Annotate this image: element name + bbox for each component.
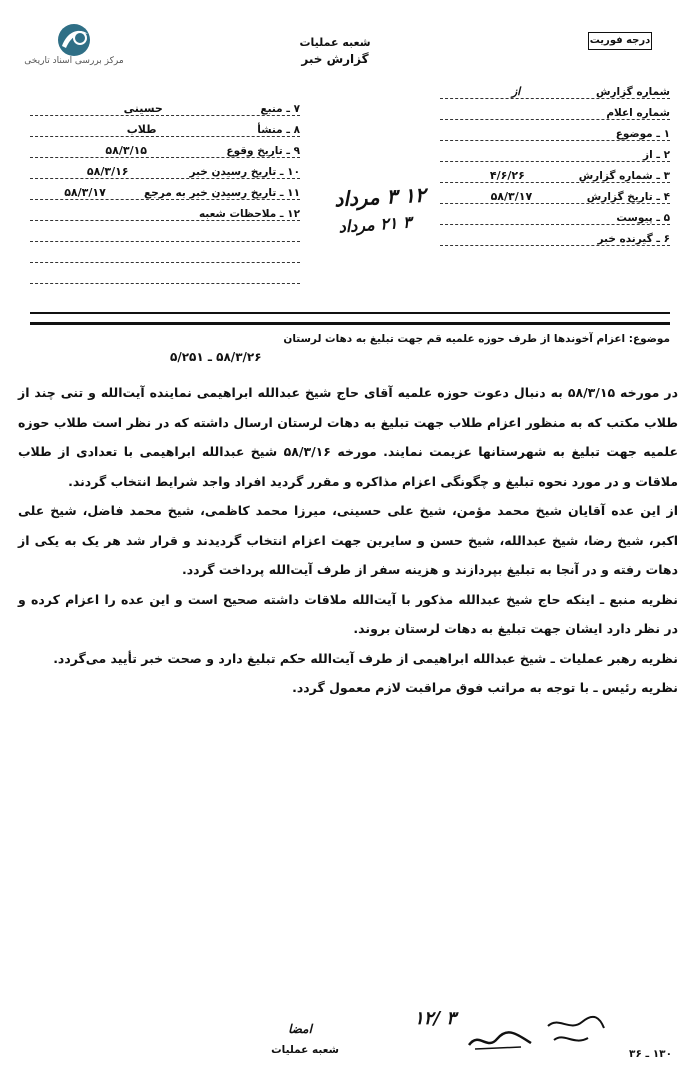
form-label: ۸ ـ منشأ — [257, 124, 300, 136]
archive-logo-icon — [54, 22, 94, 58]
form-blank-row — [30, 221, 300, 242]
divider — [30, 322, 670, 325]
form-row — [440, 141, 670, 162]
form-label: ۱۱ ـ تاریخ رسیدن خبر به مرجع — [144, 187, 300, 199]
form-row — [440, 183, 670, 204]
department-label: شعبه عملیات — [299, 36, 371, 49]
form-value: ۵۸/۳/۱۵ — [105, 144, 148, 157]
form-label: ۷ ـ منبع — [260, 103, 300, 115]
form-right — [440, 78, 670, 246]
archive-name: مرکز بررسی اسناد تاریخی — [24, 56, 124, 66]
form-row — [440, 120, 670, 141]
report-body — [18, 378, 678, 703]
form-label: ۱۲ ـ ملاحظات شعبه — [198, 208, 300, 220]
form-value: حسینی — [123, 102, 163, 115]
form-label: ۲ ـ از — [643, 149, 670, 161]
page-code: ۱۳۰ ـ ۳۶ — [629, 1048, 672, 1060]
report-title: گزارش خبر — [301, 52, 369, 66]
urgency-box: درجه فوریت — [588, 32, 652, 50]
subject-line: موضوع: اعزام آخوندها از طرف حوزه علمیه قم جهت تبلیغ به دهات لرستان — [283, 333, 670, 345]
form-blank-row — [30, 263, 300, 284]
form-row — [440, 225, 670, 246]
form-value: از — [511, 85, 521, 98]
form-row — [30, 137, 300, 158]
form-label: ۱۰ ـ تاریخ رسیدن خبر — [189, 166, 300, 178]
signer-label: شعبه عملیات — [271, 1044, 339, 1056]
form-row — [440, 78, 670, 99]
form-label: شماره گزارش — [596, 86, 670, 98]
form-row — [30, 179, 300, 200]
body-paragraph: نظریه رئیس ـ با توجه به مراتب فوق مراقبت لازم معمول گردد. — [292, 680, 678, 695]
reference-number: ۵۸/۳/۲۶ ـ ۵/۲۵۱ — [170, 350, 262, 364]
form-blank-row — [30, 242, 300, 263]
form-label: ۱ ـ موضوع — [615, 128, 670, 140]
body-paragraph: از این عده آقایان شیخ محمد مؤمن، شیخ علی حسینی، میرزا محمد کاظمی، شیخ محمد فاضل، شیخ علی اکبر، شیخ رضا، شیخ عبدالله، شیخ حسن و سایرین جهت اعزام انتخاب گردیدند و قرار شد هر یک به یکی از دهات رفته و در آنجا به تبلیغ بپردازند و هزینه سفر از طرف آیت‌الله پرداخت گردد. — [18, 503, 678, 577]
form-row — [30, 116, 300, 137]
body-paragraph: در مورخه ۵۸/۳/۱۵ به دنبال دعوت حوزه علمیه آقای حاج شیخ عبدالله ابراهیمی نماینده آیت‌الله و تنی چند از طلاب مکتب که به منظور اعزام طلاب جهت تبلیغ به دهات لرستان ارسال داشته که در نظر است طلاب حوزه علمیه جهت تبلیغ به شهرستانها عزیمت نمایند. مورخه ۵۸/۳/۱۶ شیخ عبدالله ابراهیمی با تعدادی از طلاب ملاقات و در مورد نحوه تبلیغ و چگونگی اعزام مذاکره و مقرر گردید افراد واجد شرایط انتخاب گردند. — [18, 385, 679, 489]
handwritten-note: ۱۲ ۳ مرداد — [333, 182, 427, 212]
form-value: طلاب — [126, 123, 157, 136]
footer-mark: امضا — [288, 1022, 312, 1036]
handwritten-note: ۳ ۲۱ مرداد — [337, 212, 413, 237]
form-label: شماره اعلام — [606, 107, 670, 119]
form-value: ۵۸/۳/۱۷ — [64, 186, 106, 199]
form-row — [440, 162, 670, 183]
form-label: ۵ ـ پیوست — [616, 212, 670, 224]
form-row — [440, 204, 670, 225]
signature-icon — [465, 1025, 535, 1055]
form-row — [440, 99, 670, 120]
signature-icon — [540, 1012, 610, 1052]
form-value: ۴/۶/۲۶ — [489, 169, 525, 182]
form-value: ۵۸/۳/۱۷ — [490, 190, 533, 203]
form-row — [30, 200, 300, 221]
body-paragraph: نظریه رهبر عملیات ـ شیخ عبدالله ابراهیمی از طرف آیت‌الله حکم تبلیغ دارد و صحت خبر تأیید می‌گردد. — [53, 650, 678, 666]
form-label: ۹ ـ تاریخ وقوع — [226, 145, 300, 157]
form-row — [30, 158, 300, 179]
form-label: ۴ ـ تاریخ گزارش — [586, 191, 670, 203]
divider — [30, 312, 670, 314]
form-row — [30, 95, 300, 116]
form-left — [30, 95, 300, 284]
body-paragraph: نظریه منبع ـ اینکه حاج شیخ عبدالله مذکور با آیت‌الله ملاقات داشته صحیح است و این عده را اعزام کرده و در نظر دارد ایشان جهت تبلیغ به دهات لرستان بروند. — [18, 591, 678, 636]
form-value: ۵۸/۳/۱۶ — [86, 165, 129, 178]
form-label: ۳ ـ شماره گزارش — [578, 170, 670, 182]
form-label: ۶ ـ گیرنده خبر — [597, 233, 670, 245]
signature-date: ۱۲/ ۳ — [414, 1008, 456, 1029]
